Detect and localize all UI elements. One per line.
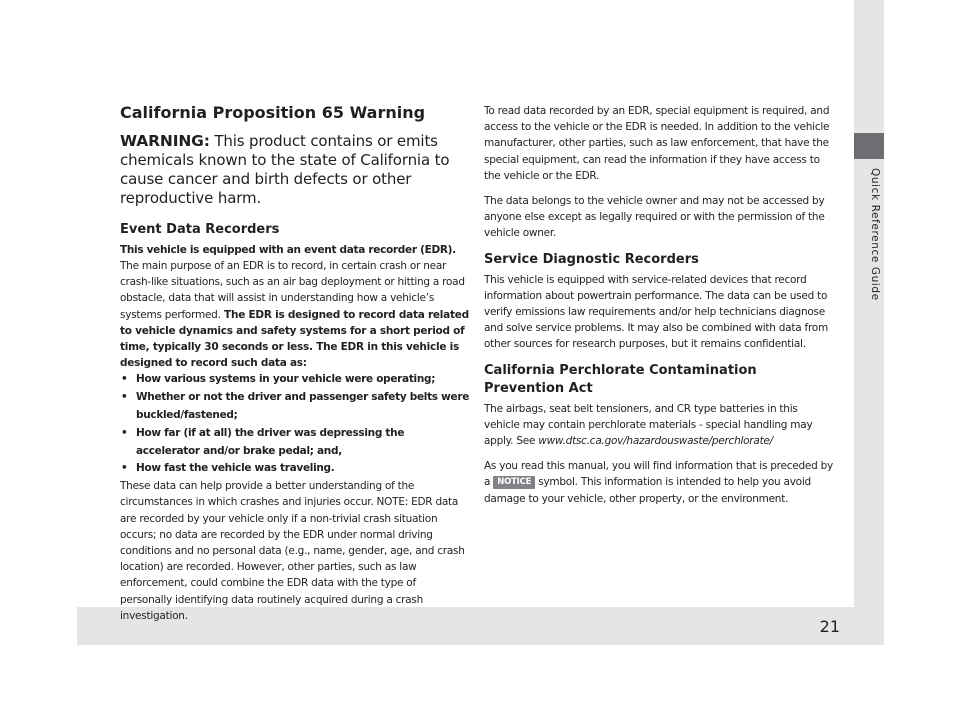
list-item: • How various systems in your vehicle were operating; — [120, 371, 470, 389]
list-item: • Whether or not the driver and passenger safety belts were buckled/fastened; — [121, 391, 470, 422]
edr-access-paragraph: To read data recorded by an EDR, special equipment is required, and access to the vehicle or the EDR is needed. In addition to the vehicle manufacturer, other parties, such as law enforcement, that have the special equipment, can read the information if they have access to the vehicle or the EDR. — [484, 105, 830, 182]
section-side-label: Quick Reference Guide — [869, 168, 881, 301]
left-column — [120, 102, 470, 624]
perchlorate-url: www.dtsc.ca.gov/hazardouswaste/perchlorate/ — [538, 435, 773, 448]
page-number: 21 — [819, 617, 840, 636]
bullet-icon: • — [121, 426, 128, 439]
list-item: • How far (if at all) the driver was depressing the accelerator and/or brake pedal; and, — [121, 426, 405, 457]
edr-bullet-list — [120, 371, 470, 478]
prop65-heading: California Proposition 65 Warning — [120, 103, 426, 122]
perchlorate-heading: California Perchlorate Contamination Prevention Act — [484, 362, 757, 396]
notice-badge-icon: NOTICE — [493, 476, 535, 489]
section-tab-marker — [854, 133, 884, 159]
warning-text: This product contains or emits chemicals known to the state of California to cause cancer and birth defects or other reproductive harm. — [120, 132, 450, 207]
bullet-icon: • — [121, 462, 128, 475]
sdr-paragraph: This vehicle is equipped with service-related devices that record information about powertrain performance. The data can be used to verify emissions law requirements and/or help technicians diagnose and solve service problems. It may also be combined with data from other sources for research purposes, but it remains confidential. — [484, 273, 828, 351]
warning-label: WARNING: — [120, 132, 210, 150]
perchlorate-paragraph: The airbags, seat belt tensioners, and CR type batteries in this vehicle may contain perchlorate materials - special handling may apply. See www.dtsc.ca.gov/hazardouswaste/perchlorate/ — [484, 402, 813, 448]
bullet-icon: • — [121, 373, 128, 386]
right-column — [484, 103, 834, 507]
notice-paragraph: As you read this manual, you will find information that is preceded by a NOTICE symbol. This information is intended to help you avoid damage to your vehicle, other property, or the environment. — [484, 460, 833, 505]
section-sidebar — [854, 0, 884, 645]
data-ownership-paragraph: The data belongs to the vehicle owner and may not be accessed by anyone else except as legally required or with the permission of the vehicle owner. — [484, 195, 825, 240]
edr-heading: Event Data Recorders — [120, 222, 280, 237]
edr-paragraph-text: The main purpose of an EDR is to record, in certain crash or near crash-like situations, such as an air bag deployment or hitting a road obstacle, data that will assist in understanding how a vehicle’s systems performed. — [120, 260, 465, 321]
edr-paragraph-bold: The EDR is designed to record data related to vehicle dynamics and safety systems for a short period of time, typically 30 seconds or less. The EDR in this vehicle is designed to record such data as: — [120, 308, 469, 370]
edr-intro: This vehicle is equipped with an event data recorder (EDR). — [120, 244, 456, 256]
sdr-heading: Service Diagnostic Recorders — [484, 251, 699, 267]
prop65-warning — [120, 132, 470, 208]
list-item: • How fast the vehicle was traveling. — [120, 460, 470, 478]
bullet-icon: • — [121, 391, 128, 404]
edr-paragraph — [120, 258, 470, 371]
edr-closing-paragraph: These data can help provide a better understanding of the circumstances in which crashes and injuries occur. NOTE: EDR data are recorded by your vehicle only if a non-trivial crash situation occurs; no data are recorded by the EDR under normal driving conditions and no personal data (e.g., name, gender, age, and crash location) are recorded. However, other parties, such as law enforcement, could combine the EDR data with the type of personally identifying data routinely acquired during a crash investigation. — [120, 480, 465, 622]
